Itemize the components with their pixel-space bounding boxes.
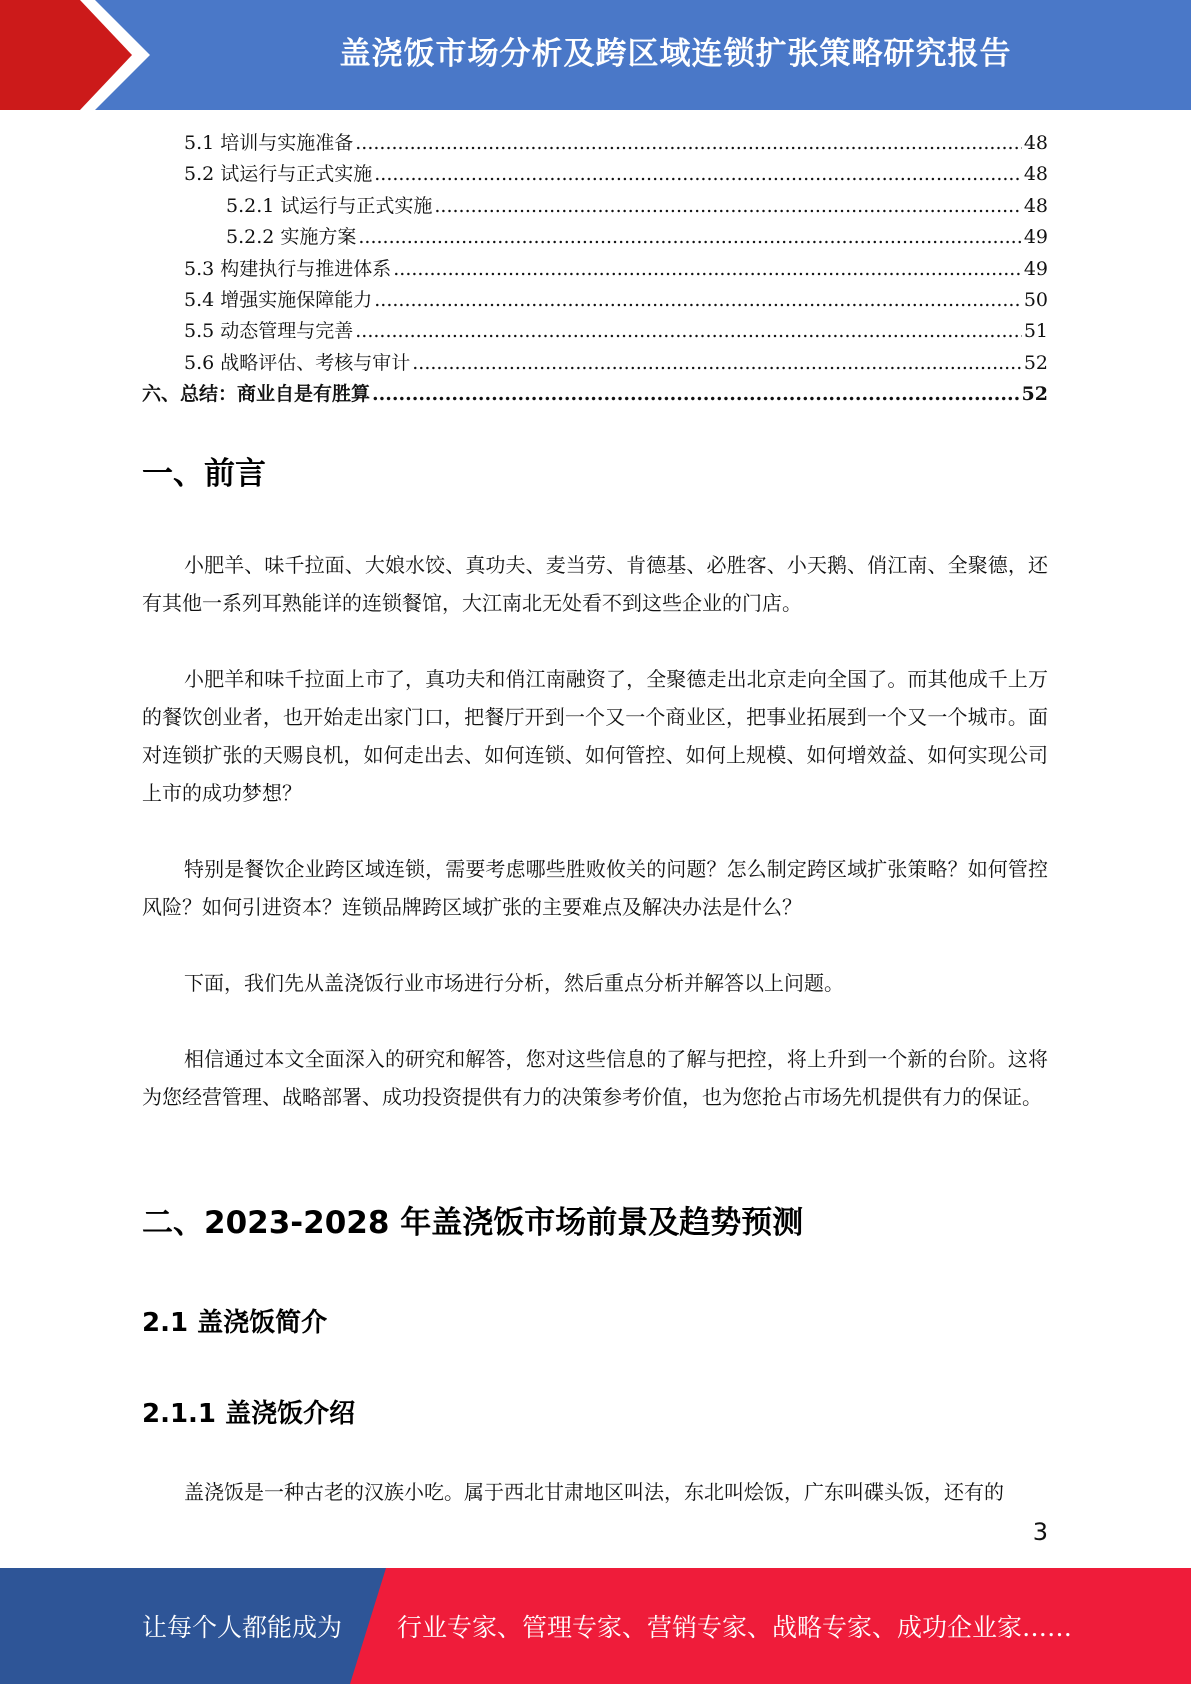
section-2-heading: 二、2023-2028 年盖浇饭市场前景及趋势预测 bbox=[142, 1205, 804, 1241]
document-title: 盖浇饭市场分析及跨区域连锁扩张策略研究报告 bbox=[339, 36, 1012, 72]
toc-entry[interactable] bbox=[142, 128, 1048, 159]
toc-leader bbox=[374, 285, 1022, 316]
preface-paragraph: 相信通过本文全面深入的研究和解答，您对这些信息的了解与把控，将上升到一个新的台阶。这将为您经营管理、战略部署、成功投资提供有力的决策参考价值，也为您抢占市场先机提供有力的保证。 bbox=[142, 1047, 1048, 1109]
toc-entry[interactable] bbox=[142, 254, 1048, 285]
toc-entry-page: 48 bbox=[1023, 163, 1048, 186]
preface-paragraph: 特别是餐饮企业跨区域连锁，需要考虑哪些胜败攸关的问题？怎么制定跨区域扩张策略？如何管控风险？如何引进资本？连锁品牌跨区域扩张的主要难点及解决办法是什么？ bbox=[142, 857, 1048, 919]
toc-entry-page: 51 bbox=[1023, 320, 1048, 343]
toc-leader bbox=[412, 348, 1022, 379]
preface-paragraph: 小肥羊和味千拉面上市了，真功夫和俏江南融资了，全聚德走出北京走向全国了。而其他成千上万的餐饮创业者，也开始走出家门口，把餐厅开到一个又一个商业区，把事业拓展到一个又一个城市。面对连锁扩张的天赐良机，如何走出去、如何连锁、如何管控、如何上规模、如何增效益、如何实现公司上市的成功梦想？ bbox=[142, 667, 1048, 805]
toc-entry-label: 5.2 试运行与正式实施 bbox=[184, 163, 373, 186]
toc-entry[interactable] bbox=[142, 191, 1048, 222]
section-2-1-1-heading: 2.1.1 盖浇饭介绍 bbox=[142, 1399, 356, 1429]
toc-leader bbox=[434, 191, 1021, 222]
footer-slogan-left: 让每个人都能成为 bbox=[142, 1613, 343, 1642]
toc-entry-label: 5.5 动态管理与完善 bbox=[184, 320, 354, 343]
toc-entry[interactable] bbox=[142, 285, 1048, 316]
toc-entry-label: 5.3 构建执行与推进体系 bbox=[184, 257, 392, 280]
toc-leader bbox=[358, 222, 1021, 253]
page-footer bbox=[0, 1568, 1191, 1684]
toc-entry-page: 48 bbox=[1023, 194, 1048, 217]
toc-leader bbox=[372, 379, 1020, 410]
page-number: 3 bbox=[1032, 1518, 1048, 1546]
toc-entry[interactable] bbox=[142, 316, 1048, 347]
header-arrow-decoration bbox=[0, 0, 160, 110]
page-header bbox=[0, 0, 1191, 110]
toc-entry[interactable] bbox=[142, 379, 1048, 410]
toc-entry-page: 49 bbox=[1023, 226, 1048, 249]
toc-entry-label: 5.6 战略评估、考核与审计 bbox=[184, 351, 411, 374]
toc-entry-page: 48 bbox=[1023, 132, 1048, 154]
toc-entry[interactable] bbox=[142, 159, 1048, 190]
toc-leader bbox=[355, 316, 1022, 347]
preface-heading: 一、前言 bbox=[142, 456, 266, 492]
toc-entry-label: 5.4 增强实施保障能力 bbox=[184, 288, 373, 311]
toc-leader bbox=[374, 159, 1022, 190]
preface-paragraph: 小肥羊、味千拉面、大娘水饺、真功夫、麦当劳、肯德基、必胜客、小天鹅、俏江南、全聚德，还有其他一系列耳熟能详的连锁餐馆，大江南北无处看不到这些企业的门店。 bbox=[142, 553, 1048, 615]
preface-paragraph: 下面，我们先从盖浇饭行业市场进行分析，然后重点分析并解答以上问题。 bbox=[184, 971, 844, 995]
body-paragraph: 盖浇饭是一种古老的汉族小吃。属于西北甘肃地区叫法，东北叫烩饭，广东叫碟头饭，还有的 bbox=[184, 1480, 1004, 1504]
section-2-1-heading: 2.1 盖浇饭简介 bbox=[142, 1308, 328, 1338]
toc-entry-page: 50 bbox=[1023, 288, 1048, 311]
toc-entry-page: 52 bbox=[1021, 383, 1048, 406]
toc-entry-label: 5.2.1 试运行与正式实施 bbox=[226, 194, 433, 217]
toc-entry-label: 5.1 培训与实施准备 bbox=[184, 132, 354, 154]
toc-entry-page: 52 bbox=[1023, 351, 1048, 374]
toc-entry-label: 5.2.2 实施方案 bbox=[226, 226, 357, 249]
footer-slogan-right: 行业专家、管理专家、营销专家、战略专家、成功企业家…… bbox=[397, 1613, 1073, 1642]
toc-entry[interactable] bbox=[142, 348, 1048, 379]
toc-leader bbox=[393, 254, 1022, 285]
toc-entry-label: 六、总结：商业自是有胜算 bbox=[142, 383, 371, 406]
table-of-contents bbox=[142, 128, 1048, 411]
toc-leader bbox=[355, 128, 1022, 159]
toc-entry-page: 49 bbox=[1023, 257, 1048, 280]
toc-entry[interactable] bbox=[142, 222, 1048, 253]
